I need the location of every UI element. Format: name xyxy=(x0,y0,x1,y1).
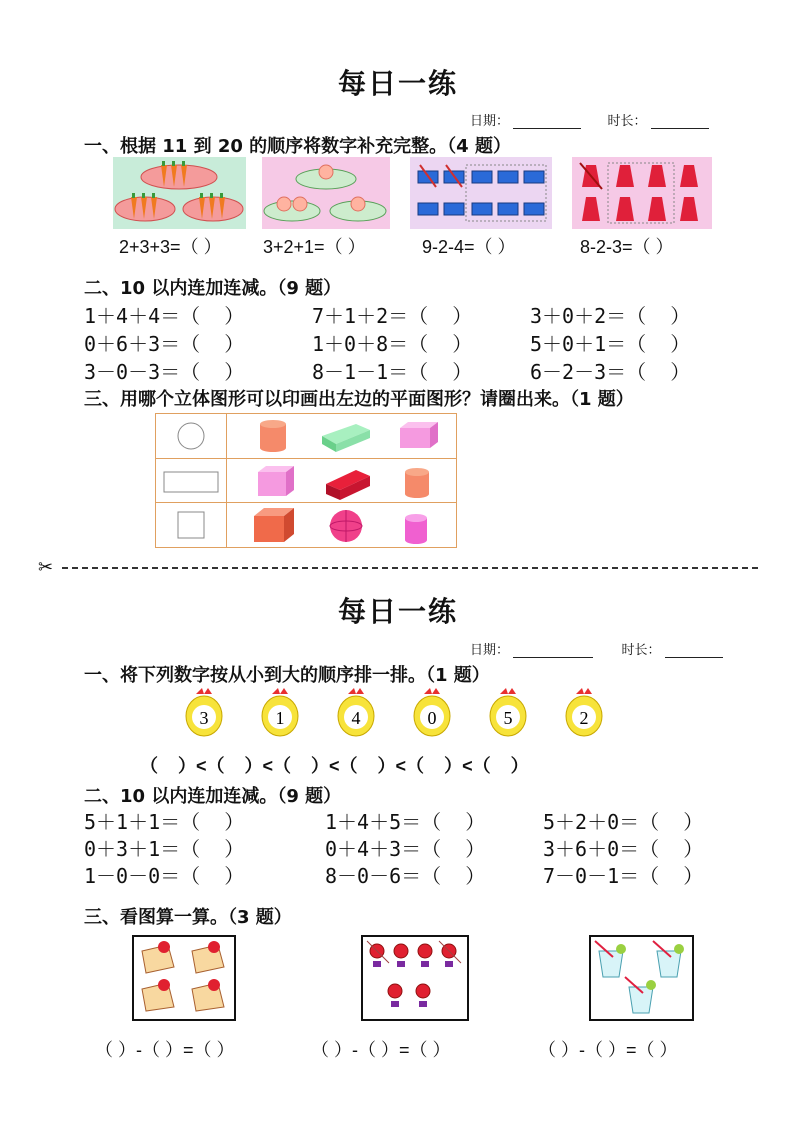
section-heading-1-3: 三、用哪个立体图形可以印画出左边的平面图形？请圈出来。（1 题） xyxy=(84,389,634,410)
chick-icon xyxy=(338,688,374,736)
cake-icon xyxy=(142,979,174,1011)
chick-icon xyxy=(566,688,602,736)
books-picture xyxy=(410,157,552,229)
date-input[interactable] xyxy=(513,645,593,658)
cylinder-icon xyxy=(260,420,286,452)
equation-row: 1＋4＋4＝（ ） xyxy=(84,304,245,328)
equation-row: 3＋0＋2＝（ ） xyxy=(530,304,691,328)
date-label: 日期： xyxy=(470,643,510,658)
cake-icon xyxy=(142,941,174,973)
picture-equation: （ ）-（ ）=（ ） xyxy=(311,1040,451,1060)
cake-icon xyxy=(192,979,224,1011)
section-heading-2-2: 二、10 以内连加连减。（9 题） xyxy=(84,786,342,807)
picture-equation-3: 9-2-4=（ ） xyxy=(422,237,516,257)
equation-row: 1－0－0＝（ ） xyxy=(84,864,245,888)
date-label: 日期： xyxy=(470,114,510,129)
equation-row: 7－0－1＝（ ） xyxy=(543,864,704,888)
section-heading-1-2: 二、10 以内连加连减。（9 题） xyxy=(84,278,342,299)
juice-glasses-picture xyxy=(591,937,692,1019)
date-duration-row-1 xyxy=(470,110,709,129)
chick-number: 4 xyxy=(351,708,361,728)
equation-row: 6－2－3＝（ ） xyxy=(530,360,691,384)
duration-input[interactable] xyxy=(665,645,723,658)
sphere-icon xyxy=(330,510,362,542)
chick-icon xyxy=(414,688,450,736)
duration-label: 时长： xyxy=(621,643,661,658)
lollipops-picture xyxy=(363,937,467,1019)
duration-label: 时长： xyxy=(607,114,647,129)
equation-row: 3－0－3＝（ ） xyxy=(84,360,245,384)
picture-equation-2: 3+2+1=（ ） xyxy=(263,237,366,257)
square-shape xyxy=(178,512,204,538)
date-input[interactable] xyxy=(513,116,581,129)
cylinder-icon xyxy=(405,468,429,498)
equation-row: 1＋0＋8＝（ ） xyxy=(312,332,473,356)
equation-row: 3＋6＋0＝（ ） xyxy=(543,837,704,861)
chick-number: 0 xyxy=(427,708,437,728)
picture-equation-1: 2+3+3=（ ） xyxy=(119,237,222,257)
chick-number: 3 xyxy=(199,708,209,728)
picture-equation: （ ）-（ ）=（ ） xyxy=(95,1040,235,1060)
equation-row: 7＋1＋2＝（ ） xyxy=(312,304,473,328)
cut-line xyxy=(62,567,758,569)
green-cuboid-icon xyxy=(322,424,370,452)
page-title-2: 每日一练 xyxy=(338,595,459,628)
pink-cube-icon xyxy=(258,466,294,496)
shape-matching-grid xyxy=(155,413,457,548)
section-heading-1-1: 一、根据 11 到 20 的顺序将数字补充完整。（4 题） xyxy=(84,136,511,157)
equation-row: 5＋0＋1＝（ ） xyxy=(530,332,691,356)
cake-picture-frame xyxy=(132,935,236,1021)
juice-picture-frame xyxy=(589,935,694,1021)
equation-row: 8－0－6＝（ ） xyxy=(325,864,486,888)
chick-icon xyxy=(186,688,222,736)
dresses-picture xyxy=(572,157,712,229)
chick-number-row xyxy=(170,688,630,740)
equation-row: 0＋3＋1＝（ ） xyxy=(84,837,245,861)
carrot-plates-picture xyxy=(113,157,246,229)
juice-glass-icon xyxy=(595,941,626,977)
equation-row: 0＋4＋3＝（ ） xyxy=(325,837,486,861)
scissors-icon: ✂ xyxy=(38,557,54,578)
picture-equation-4: 8-2-3=（ ） xyxy=(580,237,674,257)
shape-matching-figures xyxy=(156,414,456,547)
cake-slices-picture xyxy=(134,937,234,1019)
date-duration-row-2 xyxy=(470,639,723,658)
chick-number: 1 xyxy=(275,708,285,728)
equation-row: 1＋4＋5＝（ ） xyxy=(325,810,486,834)
duration-input[interactable] xyxy=(651,116,709,129)
page-title-1: 每日一练 xyxy=(338,67,459,100)
equation-row: 8－1－1＝（ ） xyxy=(312,360,473,384)
lollipop-picture-frame xyxy=(361,935,469,1021)
cake-icon xyxy=(192,941,224,973)
peach-plates-picture xyxy=(262,157,390,229)
order-answer-line: （ ）<（ ）<（ ）<（ ）<（ ）<（ ） xyxy=(140,756,529,776)
chick-number: 5 xyxy=(503,708,513,728)
red-cube-icon xyxy=(254,508,294,542)
picture-equation: （ ）-（ ）=（ ） xyxy=(538,1040,678,1060)
chick-icon xyxy=(262,688,298,736)
circle-shape xyxy=(178,423,204,449)
chick-number: 2 xyxy=(579,708,589,728)
equation-row: 5＋2＋0＝（ ） xyxy=(543,810,704,834)
equation-row: 5＋1＋1＝（ ） xyxy=(84,810,245,834)
equation-row: 0＋6＋3＝（ ） xyxy=(84,332,245,356)
rectangle-shape xyxy=(164,472,218,492)
juice-glass-icon xyxy=(653,941,684,977)
cylinder-icon xyxy=(405,514,427,544)
juice-glass-icon xyxy=(625,977,656,1013)
section-heading-2-1: 一、将下列数字按从小到大的顺序排一排。（1 题） xyxy=(84,665,490,686)
red-cuboid-icon xyxy=(326,470,370,500)
pink-cuboid-icon xyxy=(400,422,438,448)
section-heading-2-3: 三、看图算一算。（3 题） xyxy=(84,907,292,928)
chick-icon xyxy=(490,688,526,736)
